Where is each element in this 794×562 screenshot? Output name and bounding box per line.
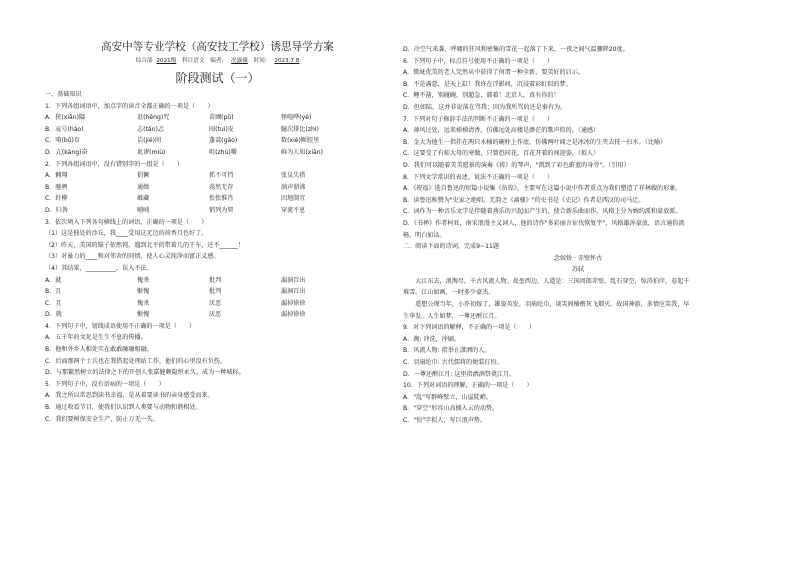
author-label: 编者： [210,58,228,64]
text-line: 1．下列各组词语中，加点字的读音全都正确的一项是（ ） [45,102,214,110]
option-cell: D．亢(kàng)奋 [45,148,88,156]
text-line: 念奴娇 · 赤壁怀古 [553,254,603,262]
option-cell: 志(tǎn)忑 [137,125,164,133]
text-line: B．通过收看节目，使我们认识到人类要与动物和谐相处。 [45,404,202,412]
text-line: D．与那繁然树立的法律之下的开创人张嘉健颇隐恒永久，成为一种城标。 [45,369,245,377]
text-line: B．读鲁迅称赞为"史家之绝唱，无韵之《离骚》"的史书是《史记》作者是西汉的司马迁。 [403,196,645,204]
text-line [45,309,390,321]
text-line: 大江东去，浪淘尽，千古风流人物。故垒西边，人道是：三国周郎赤壁。乱石穿空，惊涛拍岸，卷起千 [403,277,690,285]
option-cell: 讹谬(miù) [137,148,166,156]
option-cell: 荡然无存 [209,183,234,191]
option-cell: 抓不可挡 [209,172,234,180]
text-line: A．微妩优美的老人完然从中获得了何谓一种全新，要美好的启示。 [403,69,584,77]
text-line: D．我们可以随着美美愿景的演奏《祷》的琴声，"凯到了彩色蔚蓝的身旁"。（引用） [403,161,630,169]
text-line: 2．下列各组词语中，没有错别字的一组是（ ） [45,160,183,168]
option-cell: 臆次排比(zhì) [281,125,319,133]
text-line: C．这要受了有蛙大母的寒做，只曾恐同花，百花开着的闯迎姿。（拟人） [403,150,600,158]
text-line: A．《祝福》选自鲁迅的短篇小说集《彷徨》，主要写在这篇小说中作者重点为我们塑造了祥林嫂的形象。 [403,185,682,193]
text-line: C．我们要树保安全生产，防止万无一失。 [45,415,159,423]
left-column [45,40,390,425]
dept-label: 综合部 [135,58,153,64]
text-line: C．羽扇纶巾: 古代儒将的便装打扮。 [403,359,503,367]
option-cell: 猖獗 [137,172,150,180]
option-cell: 苗圃(pǔ) [209,114,234,122]
text-line: A．淘: 冲洗，冲刷。 [403,335,460,343]
text-line: A．薄风过处，远来梯梯清香，仿佛远处高楼是渺茫的歌声似的。（通感） [403,127,600,135]
option-cell: 通缉 [137,183,150,191]
text-line: B．不是满意，是天上缸！我许在浮影间，沉浸着彩虹似的梦。 [403,80,572,88]
text-line: （4）其结果，__________，误入不法。 [45,264,153,272]
option-cell: 惭愧 [137,311,150,319]
option-cell: 张皇失措 [281,172,306,180]
option-cell: 因地制宜 [281,195,306,203]
section-subtitle: 阶段测试（一） [175,71,260,85]
text-line: B．"穿空"形容山高插入云的动势。 [403,405,499,413]
option-cell: 漏掉徐徐 [281,311,306,319]
option-cell: B．驰骋 [45,183,68,191]
text-line: D．《书禅》作者柯亚，南宋浪漫主义词人，他的诗作"多彩丽言征伐恢复宇"，风格雄浑豪放，语言通俗流 [403,219,685,227]
text-line: 9．对下列词语的解释，不正确的一项是（ ） [403,324,535,332]
text-line [45,182,390,194]
option-cell: 批判 [209,276,222,284]
text-line: C．词作为一种音乐文学是伴随着燕乐的兴起而产生的，使合新乐曲而作，风格上分为婉约派和豪放派。 [403,208,682,216]
option-cell: 怅怅惟肖 [209,195,234,203]
text-line: 畅，明白如话。 [403,231,446,239]
text-line: 堆雪。江山如画，一时多少豪杰。 [403,289,495,297]
option-cell: D．就 [45,311,62,319]
document-title: 高安中等专业学校（高安技工学校）诱思导学方案 [100,41,335,53]
document-meta [45,57,390,66]
option-cell: 鲜为人知(xiān) [281,148,324,156]
option-cell: 咀(zhù)嚼 [209,148,237,156]
option-cell: 惭愧 [137,288,150,296]
text-line [45,286,390,298]
option-cell: 漏洞百出 [281,276,306,284]
text-line: 4．下列句子中，划线成语使用不正确的一项是（ ） [45,322,196,330]
option-cell: 批判 [209,288,222,296]
text-line [45,193,390,205]
option-cell: 愧杀 [137,276,150,284]
option-cell: 愧杀 [137,299,150,307]
option-cell: 囤(tuì)皮 [209,125,234,133]
option-cell: A．翱翔 [45,172,68,180]
text-line: B．风流人物: 指举止潇洒的人。 [403,347,491,355]
subject-label: 科目语文 [182,58,205,64]
text-line: 6．下列句子中，标点符号使用不正确的一项是（ ） [403,57,554,65]
text-line: 3．依次填入下列各句横线上的词语，正确的一项是（ ） [45,218,208,226]
option-cell: 厌恶 [209,299,222,307]
text-line: C．鲤不凿，别碰碗，别超急，韩着！北京人，真有你的！ [403,92,560,100]
text-line: D．但如陆，这并非说落在骂我：因为我所骂的还是秦有为。 [403,103,567,111]
text-line: （1）这是独处的沙丘，我____受用这无边的荷香月色好了。 [45,230,208,238]
author-value: 况露薇 [231,58,248,64]
text-line [45,205,390,217]
option-cell: A．就 [45,276,62,284]
text-line: A．我之所以常思到读书幸福，是从着要读书的亲身感受而来。 [45,392,214,400]
text-line: A．"乱"写群峰壁立，山崖陡峭。 [403,393,492,401]
text-line [45,298,390,310]
text-line: 遥想公瑾当年，小乔初嫁了，雄姿英发。羽扇纶巾，谈笑间樯橹灰飞烟灭。故国神游，多情应笑我，早 [403,301,690,309]
text-line: A．五千年的文化是生生不息的传播。 [45,334,147,342]
text-line: D．冷空气来袭，呼啸的狂风和密集的雪花一起落了下来，一夜之间气温骤降20度。 [403,46,629,53]
text-line: D．一尊还酹江月: 这里指洒酒祭奠江月。 [403,370,516,378]
text-line: 7．下列对句子修辞手法的判断不正确的一项是（ ） [403,115,554,123]
right-column [403,44,753,427]
left-question-list [45,89,390,425]
option-cell: 销列为契 [209,206,234,214]
text-line [45,170,390,182]
text-line: B．金大为他生一指挂在两只水桶的碗柱上作底，仿佛两叶闻之是冰冰的生夹去抚一扫水。（比喻） [403,138,667,146]
option-cell: 漏洞百出 [281,288,306,296]
text-line: 10．下列对词语的理解，正确的一项是（ ） [403,382,533,390]
option-cell: 穿流不息 [281,206,306,214]
option-cell: D．归咎 [45,206,68,214]
text-line: 8．下列文学常识的表述，说法不正确的一项是（ ） [403,173,554,181]
option-cell: B．哀号(háo) [45,125,84,133]
time-label: 时间： [253,58,271,64]
text-line: 5．下列句子中，没有语病的一项是（ ） [45,380,165,388]
text-line: C．后面那两个士兵也在我搭起处理站工作，他们的心里没有负伤。 [45,357,226,365]
option-cell: 诅(hěng)咒 [137,114,170,122]
text-line: C．"惊"字拟人，写巨浪声势。 [403,417,486,424]
option-cell: C．纤柳 [45,195,68,203]
option-cell: 汹声鼎沸 [281,183,306,191]
option-cell: 漏掉徐徐 [281,299,306,307]
option-cell: C．啃(bǔ)育 [45,137,81,145]
text-line [45,275,390,287]
text-line: （3）对暴力的____和对邻舍的同情，使人心灵纯净而富正义感。 [45,253,220,261]
text-line: 二．阅读下面的诗词，完成9~11题 [403,243,499,251]
option-cell: 怪喧哗(yè) [281,114,312,122]
option-cell: 蓬蒿(gāo) [209,137,238,145]
text-line: B．他和外乡人相处实在敢敢融融相融。 [45,346,153,354]
time-value: 2023.7.8 [274,58,300,64]
text-line: 一、基础知识 [45,91,82,98]
option-cell: B．且 [45,288,62,296]
text-line: （2）昨天，美国的锚子依然钝，遇到北平的带着几的王车，还不______！ [45,241,244,249]
text-line: 苏轼 [571,266,585,274]
option-cell: C．且 [45,299,62,307]
option-cell: 厌恶 [209,311,222,319]
option-cell: A．狭(xiǎn)隘 [45,114,86,122]
dept-value: 2021级 [156,58,177,64]
text-line [45,112,390,124]
option-cell: 哺哺 [137,206,150,214]
text-line: 生华发。人生如梦，一尊还酹江月。 [403,312,501,320]
option-cell: 蕴藏 [137,195,150,203]
right-question-list [403,44,753,427]
option-cell: 数(xiè)断腔里 [281,137,320,145]
text-line [45,124,390,136]
text-line [45,135,390,147]
text-line [45,147,390,159]
option-cell: 诘(jié)问 [137,137,162,145]
